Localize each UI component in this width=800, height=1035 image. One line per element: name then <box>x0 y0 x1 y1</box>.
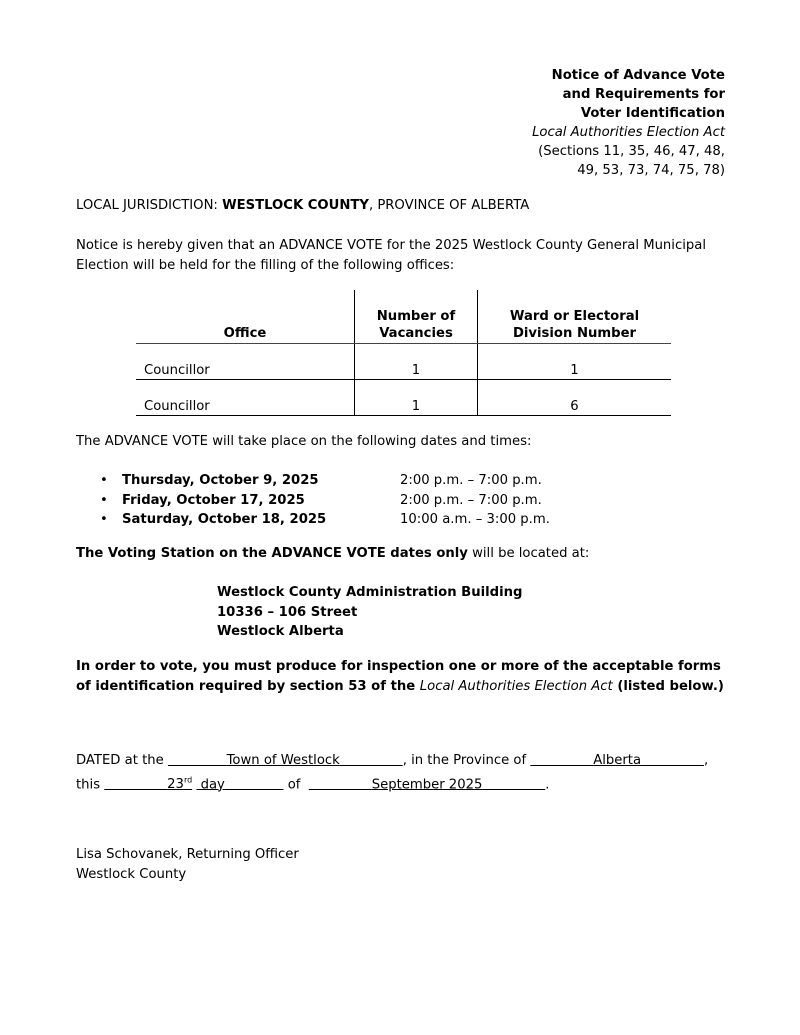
table-row <box>136 344 671 380</box>
dated-month-year: September 2025 <box>371 776 483 792</box>
dated-statement <box>76 751 708 794</box>
header-ward <box>478 290 672 344</box>
table-row <box>136 380 671 416</box>
location-intro-rest: will be located at: <box>467 546 590 561</box>
document-title-block <box>532 66 725 180</box>
address-line: Westlock Alberta <box>217 624 344 639</box>
vote-date: Thursday, October 9, 2025 <box>122 473 319 488</box>
title-line: Voter Identification <box>580 106 725 121</box>
cell-ward: 1 <box>478 344 672 380</box>
offices-table <box>136 290 671 416</box>
jurisdiction-name: WESTLOCK COUNTY <box>222 198 369 213</box>
header-line: Number of <box>376 309 456 324</box>
address-line: 10336 – 106 Street <box>217 604 358 620</box>
location-intro <box>76 546 589 561</box>
id-text: In order to vote, you must produce for inspection one or more of the acceptable forms of identification required by section 53 of the <box>76 659 721 694</box>
dated-of: of <box>283 776 305 792</box>
returning-officer: Lisa Schovanek, Returning Officer <box>76 847 299 862</box>
date-item <box>100 510 550 530</box>
vote-time: 2:00 p.m. – 7:00 p.m. <box>400 492 542 508</box>
header-vacancies <box>355 290 478 344</box>
dated-this: this <box>76 776 105 792</box>
title-line: Notice of Advance Vote <box>551 68 725 83</box>
jurisdiction-province: , PROVINCE OF ALBERTA <box>368 198 530 213</box>
sections-line: 49, 53, 73, 74, 75, 78) <box>577 163 725 178</box>
dated-day-word: day <box>196 776 225 792</box>
vote-date: Saturday, October 18, 2025 <box>122 512 327 527</box>
dated-month-field <box>309 777 545 792</box>
table-header-row <box>136 290 671 344</box>
id-act-name: Local Authorities Election Act <box>419 678 613 694</box>
voting-station-address <box>217 583 522 642</box>
title-line: and Requirements for <box>562 87 725 102</box>
dated-comma: , <box>703 753 709 768</box>
advance-vote-dates <box>100 471 550 530</box>
notice-line: Election will be held for the filling of the following offices: <box>76 257 455 273</box>
vote-date: Friday, October 17, 2025 <box>122 492 305 508</box>
date-item <box>100 471 550 491</box>
dated-day-field <box>104 777 192 792</box>
location-intro-bold: The Voting Station on the ADVANCE VOTE dates only <box>76 546 468 561</box>
bullet-icon: • <box>100 492 108 508</box>
header-line: Vacancies <box>379 326 453 341</box>
address-line: Westlock County Administration Building <box>217 585 523 600</box>
bullet-icon: • <box>100 512 108 527</box>
cell-office: Councillor <box>136 380 355 416</box>
date-item <box>100 491 550 511</box>
dated-day-suffix: rd <box>183 775 193 785</box>
id-text-after: (listed below.) <box>612 678 724 694</box>
cell-ward: 6 <box>478 380 672 416</box>
dated-province-field <box>530 753 704 768</box>
advance-vote-intro: The ADVANCE VOTE will take place on the following dates and times: <box>76 434 532 449</box>
dated-prefix: DATED at the <box>76 753 168 768</box>
dated-place-field <box>168 753 403 768</box>
dated-mid: , in the Province of <box>402 753 531 768</box>
sections-line: (Sections 11, 35, 46, 47, 48, <box>538 144 725 159</box>
cell-vacancies: 1 <box>355 344 478 380</box>
dated-place: Town of Westlock <box>226 753 340 768</box>
cell-vacancies: 1 <box>355 380 478 416</box>
signature-org: Westlock County <box>76 866 187 882</box>
header-line: Ward or Electoral <box>509 309 640 324</box>
notice-line: Notice is hereby given that an ADVANCE VOTE for the 2025 Westlock County General Municipal <box>76 238 706 253</box>
jurisdiction-label: LOCAL JURISDICTION: <box>76 198 223 213</box>
identification-requirement <box>76 657 726 696</box>
vote-time: 2:00 p.m. – 7:00 p.m. <box>400 473 542 488</box>
dated-line-2 <box>76 771 708 795</box>
local-jurisdiction <box>76 198 529 213</box>
dated-line-1 <box>76 751 708 771</box>
act-name: Local Authorities Election Act <box>532 125 725 140</box>
dated-day-word-field <box>196 777 283 792</box>
notice-paragraph <box>76 236 706 275</box>
cell-office: Councillor <box>136 344 355 380</box>
header-office: Office <box>136 290 355 344</box>
vote-time: 10:00 a.m. – 3:00 p.m. <box>400 512 550 527</box>
dated-day: 23 <box>167 776 184 792</box>
dated-province: Alberta <box>593 753 642 768</box>
bullet-icon: • <box>100 473 108 488</box>
dated-period: . <box>545 776 550 792</box>
header-line: Division Number <box>512 326 637 341</box>
signature-block <box>76 845 299 884</box>
